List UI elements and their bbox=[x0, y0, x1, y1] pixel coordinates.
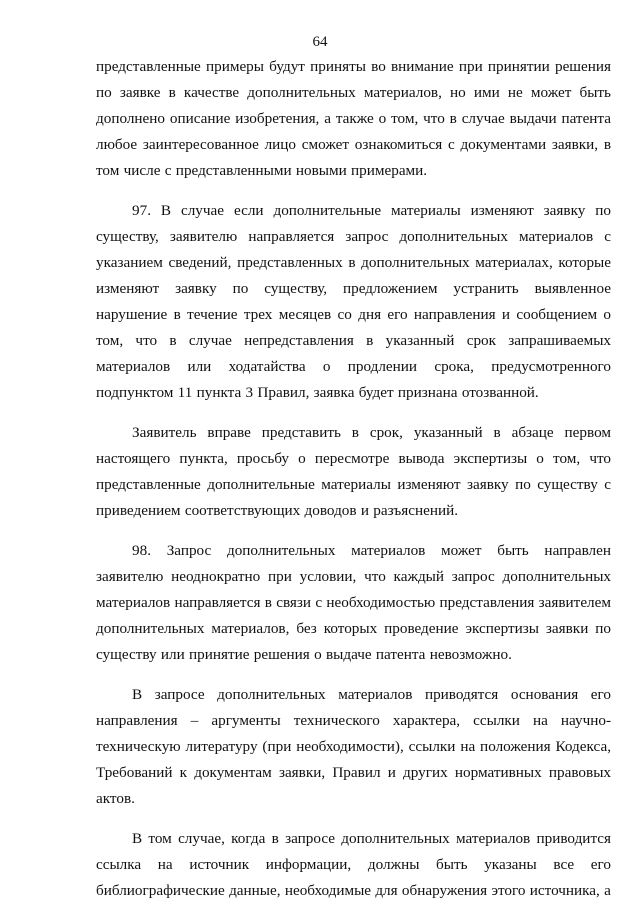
paragraph-request-grounds: В запросе дополнительных материалов приводятся основания его направления – аргументы технического характера, ссылки на научно-техническую литературу (при необходимости), ссылки на положения Кодекса, Требований к документам заявки, Правил и других нормативных правовых актов. bbox=[96, 686, 611, 807]
page-body bbox=[96, 54, 611, 904]
paragraph-source-reference: В том случае, когда в запросе дополнительных материалов приводится ссылка на источник информации, должны быть указаны все его библиографические данные, необходимые для обнаружения этого источника, а bbox=[96, 830, 611, 899]
page-number: 64 bbox=[312, 34, 328, 50]
paragraph-clause-98: 98. Запрос дополнительных материалов может быть направлен заявителю неоднократно при условии, что каждый запрос дополнительных материалов направляется в связи с необходимостью представления заявителем дополнительных материалов, без которых проведение экспертизы заявки по существу или принятие решения о выдаче патента невозможно. bbox=[96, 542, 611, 663]
paragraph-continuation: представленные примеры будут приняты во внимание при принятии решения по заявке в качестве дополнительных материалов, но ими не может быть дополнено описание изобретения, а также о том, что в случае выдачи патента любое заинтересованное лицо сможет ознакомиться с документами заявки, в том числе с представленными новыми примерами. bbox=[96, 58, 611, 179]
paragraph-applicant-right: Заявитель вправе представить в срок, указанный в абзаце первом настоящего пункта, просьбу о пересмотре вывода экспертизы о том, что представленные дополнительные материалы изменяют заявку по существу с приведением соответствующих доводов и разъяснений. bbox=[96, 424, 611, 519]
paragraph-clause-97: 97. В случае если дополнительные материалы изменяют заявку по существу, заявителю направляется запрос дополнительных материалов с указанием сведений, представленных в дополнительных материалах, которые изменяют заявку по существу, предложением устранить выявленное нарушение в течение трех месяцев со дня его направления и сообщением о том, что в случае непредставления в указанный срок запрашиваемых материалов или ходатайства о продлении срока, предусмотренного подпунктом 11 пункта 3 Правил, заявка будет признана отозванной. bbox=[96, 202, 611, 401]
